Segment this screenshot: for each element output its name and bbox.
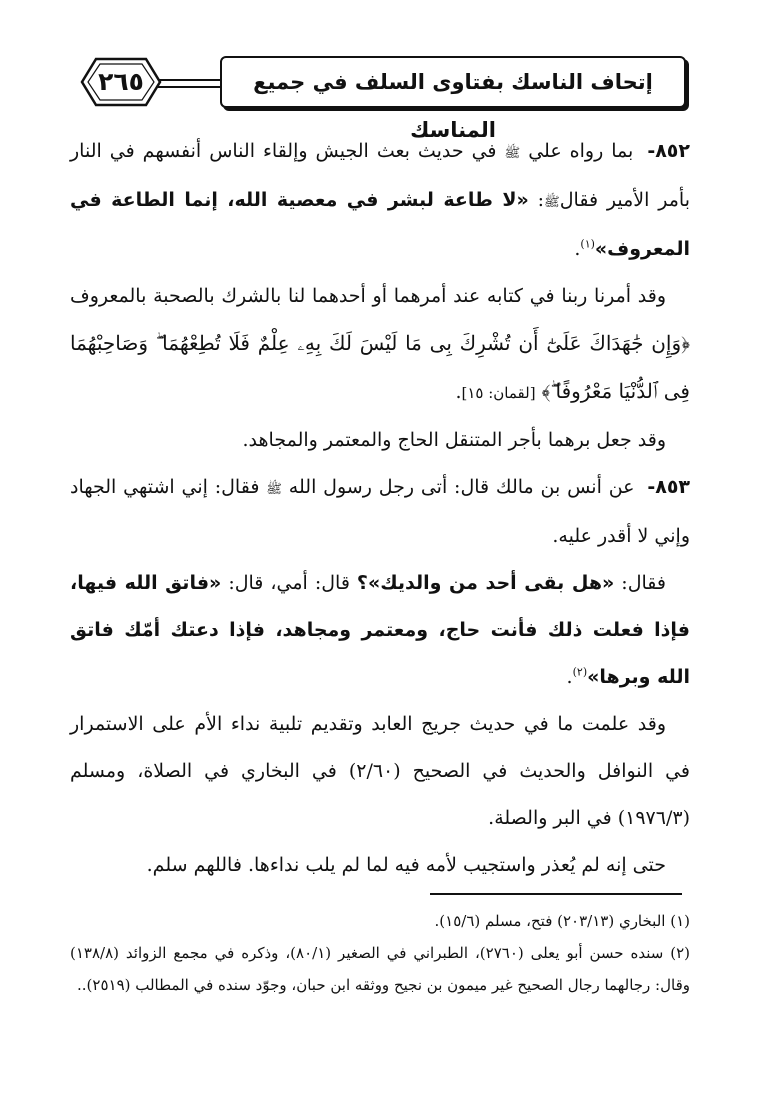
text: وقد علمت ما في حديث جريج العابد وتقديم تلبية نداء الأم على الاستمرار في النوافل والحديث في الصحيح (٢/٦٠) في البخاري في الصلاة، ومسلم (١٩٧٦/٣) في البر والصلة.: [70, 713, 690, 829]
header-divider: [158, 79, 222, 88]
page-body: [70, 128, 690, 889]
footnote-1: (١) البخاري (٢٠٣/١٣) فتح، مسلم (١٥/٦).: [434, 912, 690, 930]
text: :: [537, 189, 545, 211]
paragraph-closing: [70, 842, 690, 889]
text: .: [566, 666, 573, 688]
text: فقال:: [621, 572, 666, 594]
paragraph-reward: [70, 417, 690, 464]
quran-verse: ﴿وَإِن جَٰهَدَاكَ عَلَىٰٓ أَن تُشْرِكَ بِى مَا لَيْسَ لَكَ بِهِۦ عِلْمٌ فَلَا تُطِعْهُمَا ۖ وَصَاحِبْهُمَا فِى ٱلدُّنْيَا مَعْرُوفًا ۖ﴾: [70, 331, 690, 403]
page-number: ٢٦٥: [98, 67, 144, 96]
text: حتى إنه لم يُعذر واستجيب لأمه فيه لما لم يلب نداءها. فاللهم سلم.: [146, 854, 666, 876]
text: عن أنس بن مالك قال: أتى رجل رسول الله: [288, 476, 635, 498]
paragraph-852: [70, 128, 690, 273]
verse-reference: [لقمان: ١٥]: [461, 384, 536, 402]
honorific: ﷺ: [266, 482, 282, 497]
footnote-2: (٢) سنده حسن أبو يعلى (٢٧٦٠)، الطبراني في الصغير (٨٠/١)، وذكره في مجمع الزوائد (١٣٨/٨) وقال: رجالهما رجال الصحيح غير ميمون بن نجيح ووثقه ابن حبان، وجوّد سنده في المطالب (٢٥١٩)..: [70, 944, 691, 994]
footnotes: [70, 905, 690, 1001]
item-number: ٨٥٣-: [647, 476, 691, 498]
running-title-box: [220, 56, 686, 142]
footnote-marker[interactable]: (١): [580, 237, 595, 251]
hadith-quote: «هل بقى أحد من والديك»؟: [356, 572, 615, 594]
text: فقال: إني اشتهي الجهاد وإني لا أقدر عليه.: [70, 476, 690, 547]
text: .: [455, 381, 462, 403]
honorific: ﷺ: [504, 146, 521, 161]
page-number-badge: [80, 56, 162, 108]
footnote-divider: [430, 893, 682, 895]
text: .: [574, 238, 581, 260]
paragraph-853: [70, 464, 690, 560]
paragraph-dialogue: [70, 560, 690, 701]
paragraph-quran: [70, 273, 690, 417]
paragraph-jurayj: [70, 701, 690, 842]
page-header: [80, 56, 685, 142]
hadith-quote: «لا طاعة لبشر في معصية الله، إنما الطاعة في المعروف»: [70, 189, 690, 260]
text: في حديث بعث الجيش وإلقاء الناس أنفسهم في النار بأمر الأمير فقال: [70, 140, 690, 211]
text: وقد أمرنا ربنا في كتابه عند أمرهما أو أحدهما لنا بالشرك بالصحبة بالمعروف: [70, 285, 666, 307]
hadith-quote: «فاتق الله فيها، فإذا فعلت ذلك فأنت حاج، ومعتمر ومجاهد، فإذا دعتك أمّك فاتق الله وبرها»: [70, 572, 690, 688]
text: قال: أمي، قال:: [228, 572, 350, 594]
footnote-marker[interactable]: (٢): [572, 665, 588, 679]
text: بما رواه علي: [528, 140, 634, 162]
running-title: إتحاف الناسك بفتاوى السلف في جميع المناسك: [253, 70, 653, 142]
item-number: ٨٥٢-: [647, 140, 690, 162]
text: وقد جعل برهما بأجر المتنقل الحاج والمعتمر والمجاهد.: [242, 429, 666, 451]
honorific: ﷺ: [544, 195, 560, 210]
